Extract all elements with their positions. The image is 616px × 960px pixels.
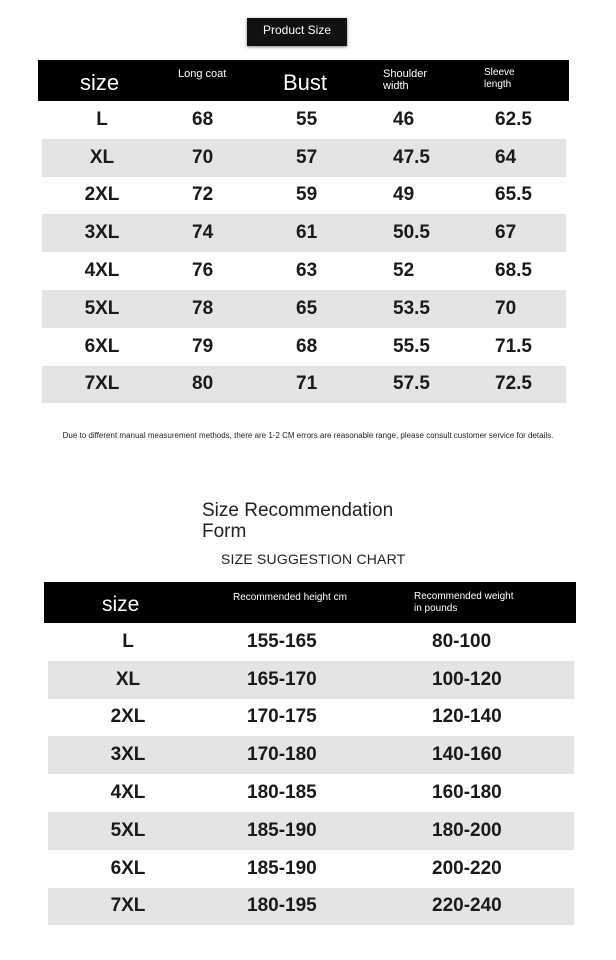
cell-shoulder-width: 53.5 [393, 297, 430, 319]
table-row [48, 888, 574, 926]
header-sleeve-length [484, 67, 515, 91]
cell-shoulder-width: 49 [393, 184, 415, 206]
cell-size: 4XL [110, 782, 146, 804]
header-size: size [80, 70, 120, 95]
header-weight-line1: Recommended weight [414, 591, 514, 602]
header-shoulder-line1: Shoulder [383, 68, 428, 80]
cell-recommended-weight: 140-160 [432, 744, 502, 766]
table-row [48, 661, 574, 699]
cell-bust: 63 [296, 260, 318, 282]
table-row [42, 177, 566, 215]
header-shoulder-line2: width [383, 80, 409, 92]
cell-long-coat: 68 [192, 108, 214, 130]
header-recommended-weight [414, 591, 514, 615]
cell-shoulder-width: 50.5 [393, 222, 430, 244]
cell-long-coat: 70 [192, 146, 214, 168]
size-recommendation-table [44, 582, 576, 925]
cell-size: L [96, 108, 108, 130]
cell-bust: 55 [296, 108, 318, 130]
cell-size: 5XL [84, 297, 120, 319]
cell-sleeve-length: 65.5 [495, 184, 532, 206]
cell-size: 3XL [110, 744, 146, 766]
cell-size: 2XL [110, 706, 146, 728]
cell-recommended-weight: 180-200 [432, 819, 502, 841]
cell-recommended-height: 180-195 [247, 895, 317, 917]
cell-recommended-height: 155-165 [247, 630, 317, 652]
cell-size: 5XL [110, 819, 146, 841]
product-size-badge: Product Size [247, 18, 347, 46]
cell-bust: 71 [296, 373, 318, 395]
header-shoulder-width [383, 68, 427, 92]
measurement-note: Due to different manual measurement methods, there are 1-2 CM errors are reasonable range, please consult customer service for details. [62, 431, 554, 440]
table-body [38, 101, 569, 403]
table-row [48, 774, 574, 812]
cell-size: 6XL [84, 335, 120, 357]
cell-recommended-height: 170-180 [247, 744, 317, 766]
cell-shoulder-width: 57.5 [393, 373, 430, 395]
cell-shoulder-width: 47.5 [393, 146, 430, 168]
cell-sleeve-length: 64 [495, 146, 517, 168]
cell-size: L [122, 630, 134, 652]
cell-long-coat: 80 [192, 373, 214, 395]
header-weight-line2: in pounds [414, 603, 458, 614]
cell-recommended-weight: 120-140 [432, 706, 502, 728]
cell-size: 7XL [110, 895, 146, 917]
cell-long-coat: 79 [192, 335, 214, 357]
cell-bust: 61 [296, 222, 318, 244]
cell-recommended-height: 185-190 [247, 819, 317, 841]
table-row [48, 812, 574, 850]
cell-sleeve-length: 70 [495, 297, 517, 319]
cell-size: 4XL [84, 260, 120, 282]
cell-recommended-weight: 100-120 [432, 668, 502, 690]
cell-sleeve-length: 68.5 [495, 260, 532, 282]
table-row [42, 366, 566, 404]
table-row [42, 328, 566, 366]
table-row [48, 623, 574, 661]
cell-recommended-height: 170-175 [247, 706, 317, 728]
cell-size: 7XL [84, 373, 120, 395]
cell-long-coat: 76 [192, 260, 214, 282]
cell-recommended-height: 180-185 [247, 782, 317, 804]
cell-sleeve-length: 67 [495, 222, 517, 244]
cell-recommended-weight: 80-100 [432, 630, 492, 652]
header-recommended-height: Recommended height cm [233, 592, 347, 603]
cell-shoulder-width: 46 [393, 108, 415, 130]
cell-size: XL [115, 668, 141, 690]
cell-long-coat: 74 [192, 222, 214, 244]
table-row [42, 101, 566, 139]
cell-size: 2XL [84, 184, 120, 206]
cell-size: 3XL [84, 222, 120, 244]
header-bust: Bust [283, 70, 328, 95]
cell-sleeve-length: 71.5 [495, 335, 532, 357]
table-row [42, 252, 566, 290]
cell-recommended-weight: 160-180 [432, 782, 502, 804]
cell-size: XL [89, 146, 115, 168]
table-row [42, 290, 566, 328]
cell-shoulder-width: 52 [393, 260, 415, 282]
cell-recommended-weight: 220-240 [432, 895, 502, 917]
cell-bust: 59 [296, 184, 318, 206]
cell-long-coat: 78 [192, 297, 214, 319]
cell-recommended-weight: 200-220 [432, 857, 502, 879]
section-title: Size Recommendation Form [202, 500, 394, 542]
section-subtitle: SIZE SUGGESTION CHART [221, 551, 406, 567]
product-size-table [38, 60, 569, 403]
header-sleeve-line2: length [484, 79, 512, 90]
cell-long-coat: 72 [192, 184, 214, 206]
table-row [48, 736, 574, 774]
cell-size: 6XL [110, 857, 146, 879]
cell-bust: 65 [296, 297, 318, 319]
cell-recommended-height: 165-170 [247, 668, 317, 690]
cell-bust: 57 [296, 146, 318, 168]
table-row [48, 699, 574, 737]
cell-sleeve-length: 62.5 [495, 108, 532, 130]
cell-shoulder-width: 55.5 [393, 335, 430, 357]
header-long-coat: Long coat [178, 68, 227, 80]
header-size: size [102, 593, 140, 616]
cell-recommended-height: 185-190 [247, 857, 317, 879]
header-sleeve-line1: Sleeve [484, 67, 515, 78]
cell-bust: 68 [296, 335, 318, 357]
table-body [44, 623, 576, 925]
table-header [44, 582, 576, 623]
table-header [38, 60, 569, 101]
table-row [48, 850, 574, 888]
cell-sleeve-length: 72.5 [495, 373, 532, 395]
table-row [42, 139, 566, 177]
table-row [42, 214, 566, 252]
